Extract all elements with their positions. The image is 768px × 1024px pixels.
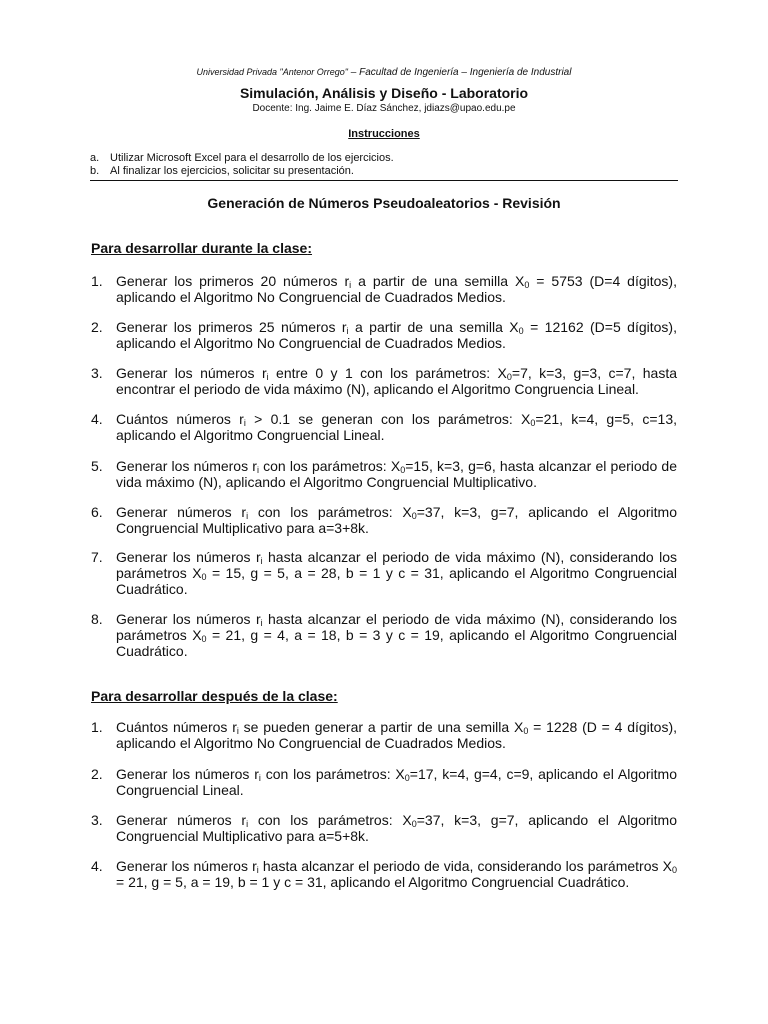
exercise-text: Generar los números $r_i$ hasta alcanzar el periodo de vida, considerando los parámetros $X_0 = 21$, g = 5, a = 19, b = 1 y c = 31, aplicando el Algoritmo Congruencial Cuadrático. [116,858,677,890]
instructions-heading: Instrucciones [348,128,420,140]
exercise-text: Generar los números $r_i$ con los parámetros: $X_0=15$, k=3, g=6, hasta alcanzar el periodo de vida máximo (N), aplicando el Algoritmo Congruencial Multiplicativo. [116,458,677,490]
faculty-name: – Facultad de Ingeniería – Ingeniería de Industrial [347,67,572,78]
instruction-item [90,165,680,178]
exercise-item [91,273,677,305]
exercise-item [91,458,677,490]
exercise-number: 7. [91,549,103,565]
exercise-number: 4. [91,411,103,427]
exercise-item [91,611,677,659]
exercise-text: Cuántos números $r_i$ se pueden generar a partir de una semilla $X_0 = 1228$ (D = 4 dígitos), aplicando el Algoritmo No Congruencial de Cuadrados Medios. [116,719,678,751]
instruction-label: b. [90,165,100,177]
exercise-number: 3. [91,812,103,828]
exercise-number: 1. [91,719,103,735]
exercise-item [91,504,677,536]
instruction-label: a. [90,152,100,164]
exercise-item [91,719,677,751]
exercise-text: Generar los números $r_i$ hasta alcanzar el periodo de vida máximo (N), considerando los parámetros $X_0 = 15$, g = 5, a = 28, b = 1 y c = 31, aplicando el Algoritmo Congruencial Cuadrático. [116,549,677,597]
exercise-text: Generar números $r_i$ con los parámetros: $X_0=37$, k=3, g=7, aplicando el Algoritmo Congruencial Multiplicativo para a=3+8k. [116,504,677,536]
exercise-text: Generar los números $r_i$ entre 0 y 1 con los parámetros: $X_0=7$, k=3, g=3, c=7, hasta encontrar el periodo de vida máximo (N), aplicando el Algoritmo Congruencia Lineal. [116,365,678,397]
exercise-item [91,766,677,798]
after-class-heading-text: Para desarrollar después de la clase [91,688,334,704]
exercise-item [91,549,677,597]
document-title: Simulación, Análisis y Diseño - Laboratorio [239,85,529,101]
exercise-number: 8. [91,611,103,627]
exercise-text: Generar los números $r_i$ con los parámetros: $X_0=17$, k=4, g=4, c=9, aplicando el Algoritmo Congruencial Lineal. [116,766,678,798]
exercise-text: Cuántos números $r_i > 0.1$ se generan con los parámetros: $X_0=21$, k=4, g=5, c=13, aplicando el Algoritmo Congruencial Lineal. [116,411,677,443]
exercise-number: 5. [91,458,103,474]
docente-line: Docente: Ing. Jaime E. Díaz Sánchez, jdiazs@upao.edu.pe [252,103,516,114]
instructions-list [90,152,680,178]
exercise-item [91,858,677,890]
instruction-text: Al finalizar los ejercicios, solicitar su presentación. [110,165,354,177]
instruction-text: Utilizar Microsoft Excel para el desarrollo de los ejercicios. [110,152,394,164]
exercise-item [91,365,677,397]
during-class-heading-text: Para desarrollar durante la clase [91,240,308,256]
exercise-text: Generar los primeros 25 números $r_i$ a partir de una semilla $X_0 = 12162$ (D=5 dígitos), aplicando el Algoritmo No Congruencial de Cuadrados Medios. [116,319,677,351]
exercise-number: 4. [91,858,103,874]
instruction-item [90,152,680,165]
exercise-item [91,319,677,351]
exercise-number: 3. [91,365,103,381]
exercise-item [91,812,677,844]
university-name: Universidad Privada "Antenor Orrego" [196,67,348,77]
header-institution [0,67,768,78]
exercise-text: Generar los primeros 20 números $r_i$ a partir de una semilla $X_0 = 5753$ (D=4 dígitos), aplicando el Algoritmo No Congruencial de Cuadrados Medios. [116,273,677,305]
exercise-number: 2. [91,319,103,335]
exercise-number: 2. [91,766,103,782]
exercise-item [91,411,677,443]
exercise-number: 6. [91,504,103,520]
during-class-heading: Para desarrollar durante la clase: [91,240,313,256]
section-title: Generación de Números Pseudoaleatorios - Revisión [207,195,561,211]
divider [90,180,678,181]
after-class-heading: Para desarrollar después de la clase: [91,688,338,704]
exercise-number: 1. [91,273,103,289]
exercise-text: Generar números $r_i$ con los parámetros: $X_0=37$, k=3, g=7, aplicando el Algoritmo Congruencial Multiplicativo para a=5+8k. [116,812,677,844]
exercise-text: Generar los números $r_i$ hasta alcanzar el periodo de vida máximo (N), considerando los parámetros $X_0 = 21$, g = 4, a = 18, b = 3 y c = 19, aplicando el Algoritmo Congruencial Cuadrático. [116,611,677,659]
